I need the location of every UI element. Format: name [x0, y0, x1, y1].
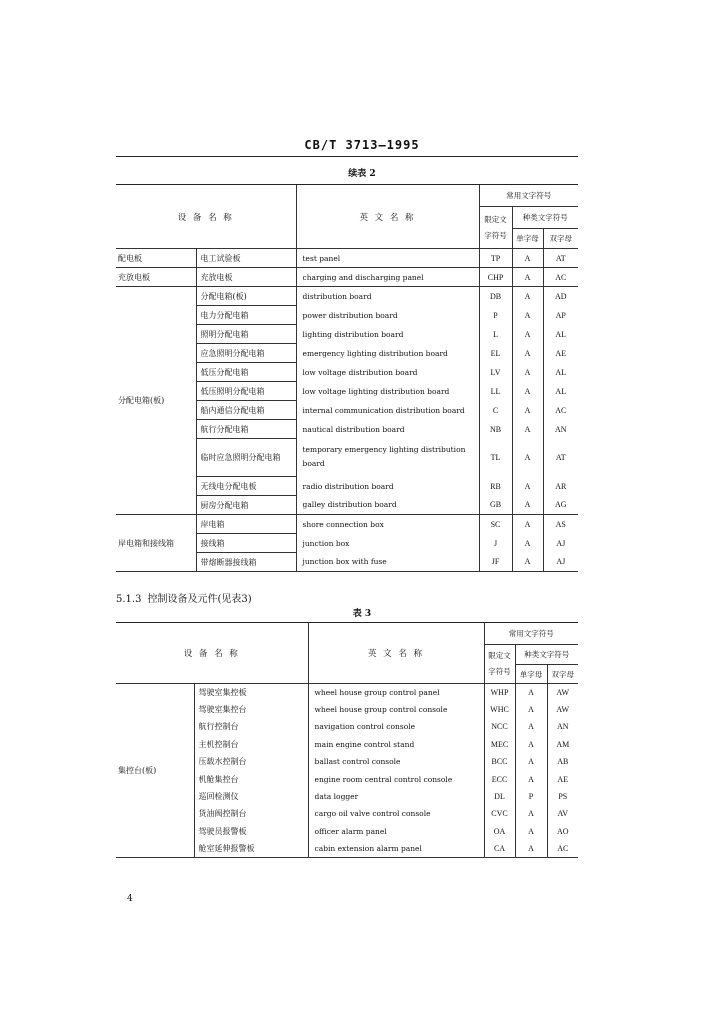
table2-header-equipment-name: 设 备 名 称: [116, 185, 296, 249]
double-letter-cell: AC: [547, 840, 578, 857]
chinese-name-cell: 电力分配电箱: [196, 306, 296, 325]
double-letter-cell: AL: [543, 325, 578, 344]
english-name-cell: low voltage distribution board: [296, 363, 479, 382]
table3-header-single-letter: 单字母: [515, 665, 547, 684]
english-name-cell: lighting distribution board: [296, 325, 479, 344]
chinese-name-cell: 驾驶室集控台: [194, 701, 308, 718]
chinese-name-cell: 机舱集控台: [194, 770, 308, 787]
chinese-name-cell: 船内通信分配电箱: [196, 401, 296, 420]
chinese-name-cell: 舱室延伸报警板: [194, 840, 308, 857]
english-name-cell: junction box: [296, 534, 479, 553]
english-name-cell: shore connection box: [296, 515, 479, 534]
table-row: [116, 249, 578, 268]
double-letter-cell: AN: [543, 420, 578, 439]
double-letter-cell: AJ: [543, 553, 578, 572]
table2: [116, 184, 578, 572]
english-name-cell: power distribution board: [296, 306, 479, 325]
single-letter-cell: A: [512, 363, 543, 382]
category-cell: 岸电箱和接线箱: [116, 515, 196, 572]
table2-header-double-letter: 双字母: [543, 229, 578, 249]
single-letter-cell: A: [515, 823, 547, 840]
single-letter-cell: A: [512, 382, 543, 401]
chinese-name-cell: 无线电分配电板: [196, 477, 296, 496]
category-cell: 配电板: [116, 249, 196, 268]
restricted-code-cell: JF: [479, 553, 512, 572]
category-cell: 集控台(板): [116, 684, 194, 858]
restricted-code-cell: CVC: [484, 805, 515, 822]
english-name-cell: cabin extension alarm panel: [308, 840, 484, 857]
single-letter-cell: A: [515, 736, 547, 753]
chinese-name-cell: 货油阀控制台: [194, 805, 308, 822]
english-name-cell: cargo oil valve control console: [308, 805, 484, 822]
double-letter-cell: AB: [547, 753, 578, 770]
single-letter-cell: A: [515, 770, 547, 787]
double-letter-cell: AT: [543, 439, 578, 477]
single-letter-cell: A: [515, 805, 547, 822]
table3-caption: 表 3: [352, 609, 372, 619]
restricted-code-cell: NCC: [484, 718, 515, 735]
table2-header-restricted: 限定文字符号: [479, 207, 512, 249]
page-number: 4: [127, 894, 133, 904]
table3-header-double-letter: 双字母: [547, 665, 578, 684]
table2-header-english-name: 英 文 名 称: [296, 185, 479, 249]
english-name-cell: nautical distribution board: [296, 420, 479, 439]
table2-header-common-symbols: 常用文字符号: [479, 185, 578, 207]
table-row: [116, 268, 578, 287]
restricted-code-cell: J: [479, 534, 512, 553]
restricted-code-cell: NB: [479, 420, 512, 439]
chinese-name-cell: 分配电箱(板): [196, 287, 296, 306]
english-name-cell: galley distribution board: [296, 496, 479, 515]
chinese-name-cell: 低压照明分配电箱: [196, 382, 296, 401]
double-letter-cell: AR: [543, 477, 578, 496]
single-letter-cell: A: [512, 534, 543, 553]
chinese-name-cell: 巡回检测仪: [194, 788, 308, 805]
chinese-name-cell: 航行控制台: [194, 718, 308, 735]
table3-header-equipment-name: 设 备 名 称: [116, 623, 308, 684]
double-letter-cell: AE: [547, 770, 578, 787]
single-letter-cell: A: [512, 401, 543, 420]
double-letter-cell: AV: [547, 805, 578, 822]
table-row: [116, 287, 578, 306]
restricted-code-cell: LV: [479, 363, 512, 382]
chinese-name-cell: 厨房分配电箱: [196, 496, 296, 515]
english-name-cell: low voltage lighting distribution board: [296, 382, 479, 401]
chinese-name-cell: 带熔断器接线箱: [196, 553, 296, 572]
restricted-code-cell: DB: [479, 287, 512, 306]
single-letter-cell: A: [512, 306, 543, 325]
restricted-code-cell: WHP: [484, 684, 515, 701]
restricted-code-cell: CHP: [479, 268, 512, 287]
restricted-code-cell: P: [479, 306, 512, 325]
restricted-code-cell: SC: [479, 515, 512, 534]
english-name-cell: charging and discharging panel: [296, 268, 479, 287]
english-name-cell: navigation control console: [308, 718, 484, 735]
single-letter-cell: A: [512, 287, 543, 306]
chinese-name-cell: 压载水控制台: [194, 753, 308, 770]
double-letter-cell: AW: [547, 701, 578, 718]
english-name-cell: emergency lighting distribution board: [296, 344, 479, 363]
single-letter-cell: A: [515, 753, 547, 770]
english-name-cell: data logger: [308, 788, 484, 805]
double-letter-cell: AN: [547, 718, 578, 735]
double-letter-cell: AM: [547, 736, 578, 753]
table3-header-common-symbols: 常用文字符号: [484, 623, 578, 645]
double-letter-cell: AJ: [543, 534, 578, 553]
single-letter-cell: A: [512, 553, 543, 572]
restricted-code-cell: TL: [479, 439, 512, 477]
single-letter-cell: A: [512, 420, 543, 439]
restricted-code-cell: BCC: [484, 753, 515, 770]
restricted-code-cell: ECC: [484, 770, 515, 787]
restricted-code-cell: GB: [479, 496, 512, 515]
single-letter-cell: A: [515, 684, 547, 701]
table-row: [116, 515, 578, 534]
restricted-code-cell: DL: [484, 788, 515, 805]
restricted-code-cell: OA: [484, 823, 515, 840]
english-name-cell: distribution board: [296, 287, 479, 306]
english-name-cell: junction box with fuse: [296, 553, 479, 572]
section-heading: [116, 590, 252, 605]
restricted-code-cell: C: [479, 401, 512, 420]
section-title: 控制设备及元件(见表3): [147, 594, 252, 605]
double-letter-cell: AL: [543, 382, 578, 401]
double-letter-cell: AL: [543, 363, 578, 382]
restricted-code-cell: TP: [479, 249, 512, 268]
english-name-cell: test panel: [296, 249, 479, 268]
single-letter-cell: A: [512, 325, 543, 344]
double-letter-cell: AS: [543, 515, 578, 534]
table3-header-restricted: 限定文字符号: [484, 645, 515, 684]
table2-body: [116, 249, 578, 572]
double-letter-cell: AW: [547, 684, 578, 701]
restricted-code-cell: MEC: [484, 736, 515, 753]
category-cell: 分配电箱(板): [116, 287, 196, 515]
restricted-code-cell: WHC: [484, 701, 515, 718]
table3-body: [116, 684, 578, 858]
restricted-code-cell: CA: [484, 840, 515, 857]
chinese-name-cell: 照明分配电箱: [196, 325, 296, 344]
english-name-cell: main engine control stand: [308, 736, 484, 753]
english-name-cell: wheel house group control console: [308, 701, 484, 718]
double-letter-cell: AC: [543, 401, 578, 420]
single-letter-cell: A: [512, 439, 543, 477]
single-letter-cell: A: [512, 344, 543, 363]
single-letter-cell: A: [512, 515, 543, 534]
double-letter-cell: AG: [543, 496, 578, 515]
single-letter-cell: A: [512, 268, 543, 287]
header-rule: [116, 156, 578, 157]
restricted-code-cell: LL: [479, 382, 512, 401]
restricted-code-cell: RB: [479, 477, 512, 496]
table2-header-kind-symbols: 种类文字符号: [512, 207, 578, 229]
chinese-name-cell: 充放电板: [196, 268, 296, 287]
single-letter-cell: A: [515, 718, 547, 735]
standard-code: CB/T 3713—1995: [304, 138, 420, 152]
single-letter-cell: A: [512, 249, 543, 268]
table2-header-single-letter: 单字母: [512, 229, 543, 249]
double-letter-cell: PS: [547, 788, 578, 805]
double-letter-cell: AD: [543, 287, 578, 306]
double-letter-cell: AC: [543, 268, 578, 287]
double-letter-cell: AO: [547, 823, 578, 840]
chinese-name-cell: 应急照明分配电箱: [196, 344, 296, 363]
double-letter-cell: AE: [543, 344, 578, 363]
english-name-cell: officer alarm panel: [308, 823, 484, 840]
english-name-cell: radio distribution board: [296, 477, 479, 496]
table3: [116, 622, 578, 858]
double-letter-cell: AP: [543, 306, 578, 325]
english-name-cell: wheel house group control panel: [308, 684, 484, 701]
single-letter-cell: A: [515, 701, 547, 718]
table-row: [116, 684, 578, 701]
chinese-name-cell: 主机控制台: [194, 736, 308, 753]
chinese-name-cell: 驾驶室集控板: [194, 684, 308, 701]
double-letter-cell: AT: [543, 249, 578, 268]
chinese-name-cell: 临时应急照明分配电箱: [196, 439, 296, 477]
chinese-name-cell: 电工试验板: [196, 249, 296, 268]
single-letter-cell: A: [512, 477, 543, 496]
table3-header-kind-symbols: 种类文字符号: [515, 645, 578, 665]
chinese-name-cell: 接线箱: [196, 534, 296, 553]
category-cell: 充放电板: [116, 268, 196, 287]
chinese-name-cell: 驾驶员报警板: [194, 823, 308, 840]
restricted-code-cell: EL: [479, 344, 512, 363]
chinese-name-cell: 航行分配电箱: [196, 420, 296, 439]
single-letter-cell: P: [515, 788, 547, 805]
table2-caption: 续表 2: [348, 169, 376, 179]
english-name-cell: engine room central control console: [308, 770, 484, 787]
chinese-name-cell: 低压分配电箱: [196, 363, 296, 382]
english-name-cell: ballast control console: [308, 753, 484, 770]
single-letter-cell: A: [512, 496, 543, 515]
section-number: 5.1.3: [116, 594, 142, 605]
single-letter-cell: A: [515, 840, 547, 857]
english-name-cell: temporary emergency lighting distribution board: [296, 439, 479, 477]
chinese-name-cell: 岸电箱: [196, 515, 296, 534]
restricted-code-cell: L: [479, 325, 512, 344]
table3-header-english-name: 英 文 名 称: [308, 623, 484, 684]
english-name-cell: internal communication distribution board: [296, 401, 479, 420]
